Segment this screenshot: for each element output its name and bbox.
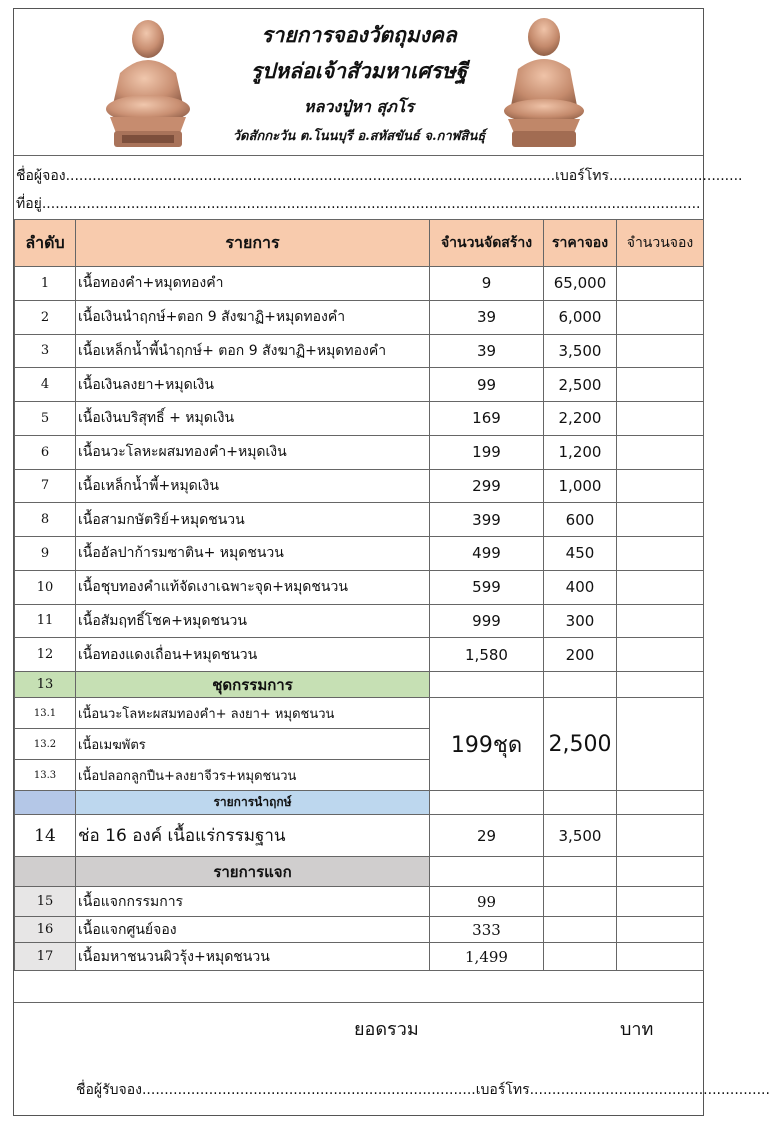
item-order-input[interactable] — [617, 334, 704, 368]
item-name: เนื้อเหล็กน้ำพี้+หมุดเงิน — [76, 469, 430, 503]
item-no: 12 — [15, 638, 76, 672]
item-no: 8 — [15, 503, 76, 537]
item-price: 300 — [544, 604, 617, 638]
item-qty-made: 1,580 — [430, 638, 544, 672]
item-price: 450 — [544, 537, 617, 571]
receiver-label: ชื่อผู้รับจอง — [76, 1082, 142, 1098]
booking-form-sheet — [13, 8, 770, 1116]
item-order-input[interactable] — [617, 638, 704, 672]
booking-table — [14, 219, 704, 267]
header-divider — [14, 155, 703, 156]
committee-sub-name: เนื้อนวะโลหะผสมทองคำ+ ลงยา+ หมุดชนวน — [76, 698, 430, 729]
item-price: 6,000 — [544, 300, 617, 334]
phone-label: เบอร์โทร — [555, 168, 609, 184]
receiver-phone-field[interactable]: ...................................................... — [529, 1082, 770, 1098]
item-price: 400 — [544, 570, 617, 604]
title-temple-address: วัดสักกะวัน ต.โนนบุรี อ.สหัสขันธ์ จ.กาฬสินธุ์ — [232, 129, 486, 144]
title-monk-name: หลวงปู่หา สุภโร — [304, 97, 414, 116]
auspicious-row — [15, 815, 704, 857]
table-row — [15, 267, 704, 301]
item-order-input[interactable] — [617, 267, 704, 301]
item-name: เนื้อเงินบริสุทธิ์ + หมุดเงิน — [76, 402, 430, 436]
giveaway-no: 15 — [15, 887, 76, 917]
item-qty-made: 169 — [430, 402, 544, 436]
giveaway-name: เนื้อมหาชนวนผิวรุ้ง+หมุดชนวน — [76, 943, 430, 971]
item-no: 1 — [15, 267, 76, 301]
name-field[interactable]: .............................................................................................................. — [65, 168, 556, 184]
col-header-item: รายการ — [76, 220, 430, 267]
item-price: 1,200 — [544, 435, 617, 469]
item-name: เนื้อสัมฤทธิ์โชค+หมุดชนวน — [76, 604, 430, 638]
item-qty-made: 39 — [430, 334, 544, 368]
item-order-input[interactable] — [617, 368, 704, 402]
committee-price: 2,500 — [544, 698, 617, 791]
table-row — [15, 469, 704, 503]
item-name: เนื้อสามกษัตริย์+หมุดชนวน — [76, 503, 430, 537]
committee-sub-no: 13.3 — [15, 760, 76, 791]
auspicious-order-input[interactable] — [617, 815, 704, 857]
receiver-phone-label: เบอร์โทร — [475, 1082, 530, 1098]
item-name: เนื้อชุบทองคำแท้จัดเงาเฉพาะจุด+หมุดชนวน — [76, 570, 430, 604]
giveaway-no: 16 — [15, 917, 76, 943]
giveaway-row — [15, 887, 704, 917]
table-row — [15, 334, 704, 368]
col-header-price: ราคาจอง — [544, 220, 617, 267]
table-row — [15, 503, 704, 537]
committee-table — [14, 671, 704, 971]
receiver-line[interactable] — [76, 1079, 770, 1101]
item-order-input[interactable] — [617, 570, 704, 604]
committee-sub-no: 13.1 — [15, 698, 76, 729]
table-row — [15, 638, 704, 672]
giveaway-row — [15, 943, 704, 971]
table-row — [15, 300, 704, 334]
committee-made: 199ชุด — [430, 698, 544, 791]
item-order-input[interactable] — [617, 503, 704, 537]
item-qty-made: 39 — [430, 300, 544, 334]
item-price: 2,200 — [544, 402, 617, 436]
committee-order-input[interactable] — [617, 698, 704, 791]
giveaway-made: 1,499 — [430, 943, 544, 971]
total-label: ยอดรวม — [354, 1019, 419, 1040]
items-table — [14, 266, 704, 672]
committee-sub-name: เนื้อปลอกลูกปืน+ลงยาจีวร+หมุดชนวน — [76, 760, 430, 791]
name-phone-line[interactable] — [16, 165, 743, 187]
address-line[interactable] — [16, 193, 702, 215]
phone-field[interactable]: .............................. — [608, 168, 743, 184]
address-label: ที่อยู่ — [16, 196, 42, 212]
item-qty-made: 299 — [430, 469, 544, 503]
name-label: ชื่อผู้จอง — [16, 168, 66, 184]
item-no: 3 — [15, 334, 76, 368]
committee-order-cell[interactable] — [617, 672, 704, 698]
item-order-input[interactable] — [617, 604, 704, 638]
item-name: เนื้อเงินลงยา+หมุดเงิน — [76, 368, 430, 402]
item-order-input[interactable] — [617, 402, 704, 436]
giveaway-name: เนื้อแจกศูนย์จอง — [76, 917, 430, 943]
item-qty-made: 9 — [430, 267, 544, 301]
giveaway-made: 99 — [430, 887, 544, 917]
title-booking-list: รายการจองวัตถุมงคล — [261, 22, 457, 47]
giveaway-order-input[interactable] — [617, 943, 704, 971]
item-name: เนื้อทองคำ+หมุดทองคำ — [76, 267, 430, 301]
giveaway-order-input[interactable] — [617, 887, 704, 917]
item-qty-made: 399 — [430, 503, 544, 537]
item-name: เนื้อนวะโลหะผสมทองคำ+หมุดเงิน — [76, 435, 430, 469]
auspicious-name: ช่อ 16 องค์ เนื้อแร่กรรมฐาน — [76, 815, 430, 857]
item-name: เนื้อเหล็กน้ำพี้นำฤกษ์+ ตอก 9 สังฆาฏิ+หมุดทองคำ — [76, 334, 430, 368]
item-no: 6 — [15, 435, 76, 469]
col-header-qty-order: จำนวนจอง — [617, 220, 704, 267]
table-row — [15, 435, 704, 469]
table-row — [15, 604, 704, 638]
item-qty-made: 499 — [430, 537, 544, 571]
header — [14, 9, 703, 155]
giveaway-title-row — [15, 857, 704, 887]
committee-sub-name: เนื้อเมฆพัตร — [76, 729, 430, 760]
item-qty-made: 199 — [430, 435, 544, 469]
item-order-input[interactable] — [617, 300, 704, 334]
item-no: 5 — [15, 402, 76, 436]
item-no: 7 — [15, 469, 76, 503]
auspicious-title: รายการนำฤกษ์ — [76, 791, 430, 815]
item-price: 1,000 — [544, 469, 617, 503]
address-field[interactable]: .................................................................................................................................................... — [41, 196, 701, 212]
item-price: 3,500 — [544, 334, 617, 368]
giveaway-name: เนื้อแจกกรรมการ — [76, 887, 430, 917]
giveaway-made: 333 — [430, 917, 544, 943]
committee-title: ชุดกรรมการ — [76, 672, 430, 698]
auspicious-price: 3,500 — [544, 815, 617, 857]
table-row — [15, 570, 704, 604]
item-order-input[interactable] — [617, 435, 704, 469]
item-price: 200 — [544, 638, 617, 672]
title-statue-name: รูปหล่อเจ้าสัวมหาเศรษฐี — [250, 58, 468, 83]
giveaway-order-input[interactable] — [617, 917, 704, 943]
item-price: 2,500 — [544, 368, 617, 402]
auspicious-title-row — [15, 791, 704, 815]
committee-sub-row — [15, 698, 704, 729]
item-qty-made: 999 — [430, 604, 544, 638]
item-no: 10 — [15, 570, 76, 604]
item-price: 600 — [544, 503, 617, 537]
giveaway-title: รายการแจก — [76, 857, 430, 887]
auspicious-made: 29 — [430, 815, 544, 857]
item-price: 65,000 — [544, 267, 617, 301]
item-order-input[interactable] — [617, 537, 704, 571]
item-order-input[interactable] — [617, 469, 704, 503]
item-qty-made: 99 — [430, 368, 544, 402]
item-no: 11 — [15, 604, 76, 638]
currency-label: บาท — [620, 1019, 654, 1040]
col-header-no: ลำดับ — [15, 220, 76, 267]
committee-title-row — [15, 672, 704, 698]
auspicious-no: 14 — [15, 815, 76, 857]
receiver-field[interactable]: ........................................................................... — [141, 1082, 476, 1098]
committee-sub-no: 13.2 — [15, 729, 76, 760]
item-name: เนื้อเงินนำฤกษ์+ตอก 9 สังฆาฏิ+หมุดทองคำ — [76, 300, 430, 334]
item-qty-made: 599 — [430, 570, 544, 604]
item-no: 9 — [15, 537, 76, 571]
table-row — [15, 402, 704, 436]
col-header-qty-made: จำนวนจัดสร้าง — [430, 220, 544, 267]
table-row — [15, 537, 704, 571]
item-name: เนื้ออัลปาก้ารมซาติน+ หมุดชนวน — [76, 537, 430, 571]
giveaway-no: 17 — [15, 943, 76, 971]
footer-divider — [14, 1002, 703, 1003]
item-no: 4 — [15, 368, 76, 402]
item-name: เนื้อทองแดงเถื่อน+หมุดชนวน — [76, 638, 430, 672]
giveaway-row — [15, 917, 704, 943]
table-header-row — [15, 220, 704, 267]
item-no: 2 — [15, 300, 76, 334]
committee-no: 13 — [15, 672, 76, 698]
table-row — [15, 368, 704, 402]
